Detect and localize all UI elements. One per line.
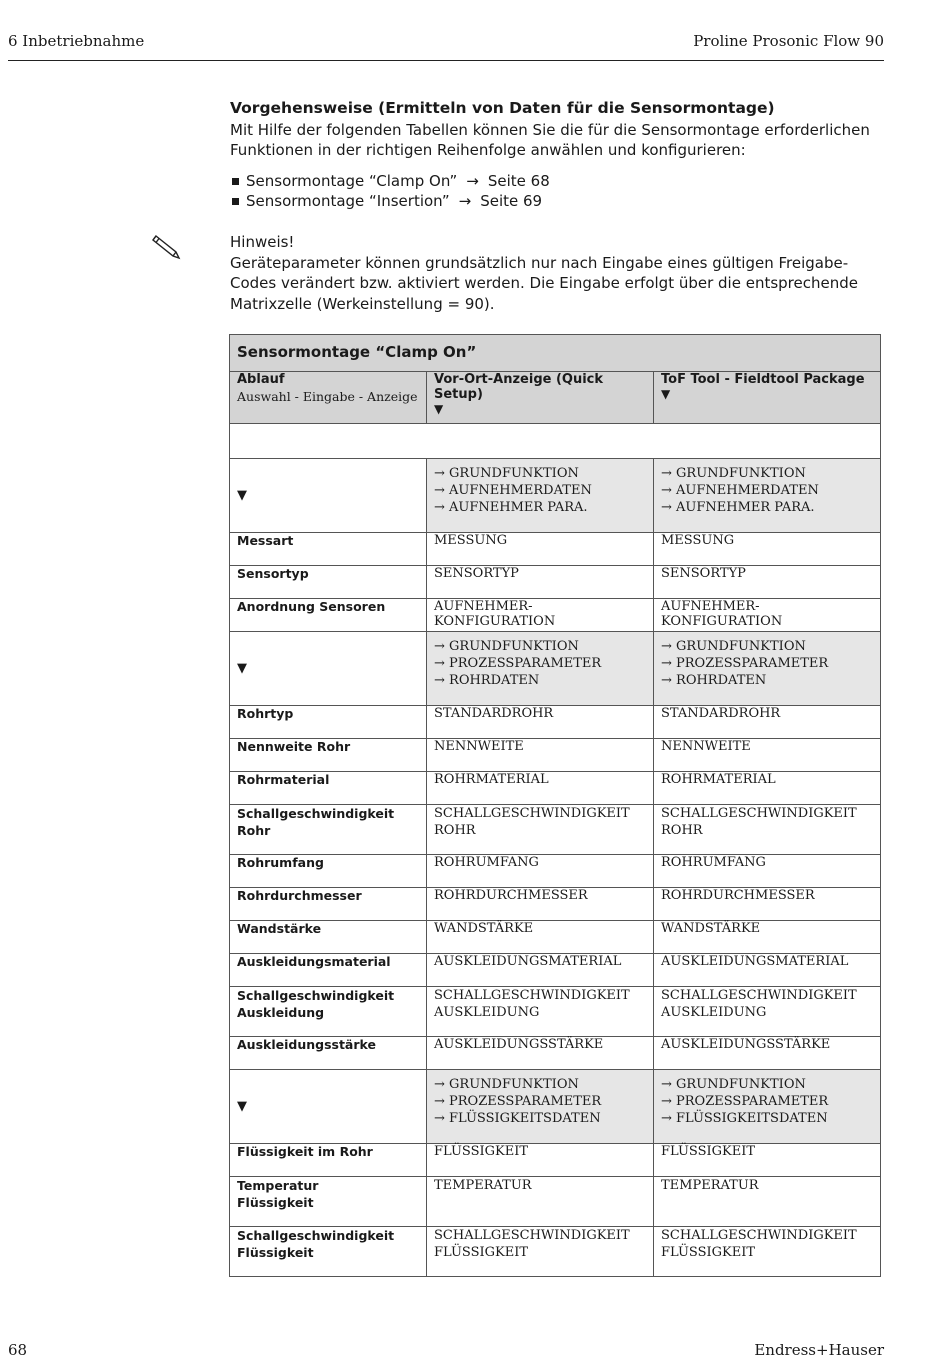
tof-tool-function-text: AUSKLEIDUNGSSTÄRKE — [661, 1037, 831, 1052]
header-title: Ablauf — [237, 372, 285, 387]
parameter-label — [230, 533, 427, 566]
parameter-label-text: Auskleidungsmaterial — [237, 954, 391, 969]
table-row — [230, 1227, 881, 1277]
quick-setup-function — [427, 706, 654, 739]
tof-tool-function — [654, 1177, 881, 1227]
parameter-label — [230, 566, 427, 599]
tof-tool-function-text: TEMPERATUR — [661, 1178, 759, 1193]
nav-path-cell-tof — [654, 632, 881, 706]
table-row — [230, 533, 881, 566]
triangle-down-icon: ▼ — [237, 1099, 247, 1114]
brand-name: Endress+Hauser — [754, 1341, 884, 1359]
table-row — [230, 1177, 881, 1227]
parameter-label — [230, 1227, 427, 1277]
quick-setup-function-text: WANDSTÄRKE — [434, 921, 534, 936]
table-row — [230, 772, 881, 805]
triangle-down-icon: ▼ — [237, 661, 247, 676]
parameter-label-text: Temperatur Flüssigkeit — [237, 1178, 319, 1210]
table-row — [230, 921, 881, 954]
tof-tool-function-text: SCHALLGESCHWINDIGKEIT FLÜSSIGKEIT — [661, 1228, 857, 1260]
quick-setup-function-text: SCHALLGESCHWINDIGKEIT ROHR — [434, 806, 630, 838]
header-rule — [8, 60, 884, 61]
tof-tool-function-text: FLÜSSIGKEIT — [661, 1144, 756, 1159]
arrow-right-icon: → — [458, 192, 472, 210]
table-body — [230, 335, 881, 1277]
table-row — [230, 599, 881, 632]
quick-setup-function — [427, 805, 654, 855]
tof-tool-function-text: ROHRMATERIAL — [661, 772, 776, 787]
nav-path-step: → GRUNDFUNKTION — [434, 1077, 579, 1092]
quick-setup-function-text: STANDARDROHR — [434, 706, 554, 721]
tof-tool-function-text: ROHRDURCHMESSER — [661, 888, 815, 903]
pencil-icon — [150, 232, 186, 260]
bullet-clamp-on — [230, 171, 550, 191]
quick-setup-function-text: SENSORTYP — [434, 566, 519, 581]
navigation-row — [230, 632, 881, 706]
nav-path-step: → GRUNDFUNKTION — [434, 639, 579, 654]
tof-tool-function-text: SENSORTYP — [661, 566, 746, 581]
tof-tool-function — [654, 954, 881, 987]
nav-path-step: → AUFNEHMERDATEN — [434, 483, 592, 498]
tof-tool-function-text: SCHALLGESCHWINDIGKEIT ROHR — [661, 806, 857, 838]
bullet-icon — [232, 198, 239, 205]
tof-tool-function — [654, 1144, 881, 1177]
nav-path-cell-tof — [654, 459, 881, 533]
quick-setup-function — [427, 1227, 654, 1277]
tof-tool-function-text: ROHRUMFANG — [661, 855, 766, 870]
parameter-label — [230, 772, 427, 805]
table-title-row — [230, 335, 881, 372]
nav-path-cell-quick — [427, 632, 654, 706]
tof-tool-function — [654, 599, 881, 632]
table-spacer-row — [230, 424, 881, 459]
tof-tool-function — [654, 706, 881, 739]
quick-setup-function — [427, 1144, 654, 1177]
table-row — [230, 954, 881, 987]
quick-setup-function-text: AUFNEHMER-KONFIGURATION — [434, 599, 556, 629]
tof-tool-function-text: STANDARDROHR — [661, 706, 781, 721]
table-row — [230, 805, 881, 855]
parameter-label — [230, 739, 427, 772]
parameter-label — [230, 706, 427, 739]
quick-setup-function — [427, 888, 654, 921]
header-col-sequence — [230, 372, 427, 424]
parameter-label — [230, 921, 427, 954]
parameter-label — [230, 1177, 427, 1227]
table-row — [230, 1037, 881, 1070]
bullet-text: Sensormontage “Insertion” — [246, 192, 450, 210]
navigation-row — [230, 459, 881, 533]
tof-tool-function-text: AUFNEHMER-KONFIGURATION — [661, 599, 783, 629]
tof-tool-function — [654, 772, 881, 805]
quick-setup-function-text: ROHRDURCHMESSER — [434, 888, 588, 903]
nav-path-step: → AUFNEHMER PARA. — [661, 500, 815, 515]
table-row — [230, 987, 881, 1037]
bullet-text: Sensormontage “Clamp On” — [246, 172, 458, 190]
quick-setup-function — [427, 533, 654, 566]
quick-setup-function-text: MESSUNG — [434, 533, 508, 548]
parameter-label-text: Wandstärke — [237, 921, 322, 936]
parameter-label — [230, 954, 427, 987]
nav-path-step: → FLÜSSIGKEITSDATEN — [661, 1111, 828, 1126]
nav-path-step: → AUFNEHMERDATEN — [661, 483, 819, 498]
header-subtitle: Auswahl - Eingabe - Anzeige — [237, 389, 418, 404]
tof-tool-function — [654, 805, 881, 855]
nav-path-step: → PROZESSPARAMETER — [661, 656, 829, 671]
parameter-label-text: Messart — [237, 533, 294, 548]
nav-path-step: → GRUNDFUNKTION — [661, 466, 806, 481]
page-number: 68 — [8, 1341, 28, 1359]
tof-tool-function — [654, 533, 881, 566]
triangle-down-icon: ▼ — [661, 387, 671, 401]
table-row — [230, 888, 881, 921]
nav-path-cell-quick — [427, 1070, 654, 1144]
note-title: Hinweis! — [230, 233, 295, 251]
quick-setup-function-text: AUSKLEIDUNGSMATERIAL — [434, 954, 622, 969]
tof-tool-function — [654, 987, 881, 1037]
tof-tool-function — [654, 855, 881, 888]
parameter-label-text: Flüssigkeit im Rohr — [237, 1144, 373, 1159]
header-title: ToF Tool - Fieldtool Package — [661, 372, 865, 387]
quick-setup-function-text: SCHALLGESCHWINDIGKEIT AUSKLEIDUNG — [434, 988, 630, 1020]
note-text: Geräteparameter können grundsätzlich nur nach Eingabe eines gültigen Freigabe-Codes verändert bzw. aktiviert werden. Die Eingabe erfolgt über die entsprechende Matrixzelle (Werkeinstellung = 90). — [230, 253, 858, 313]
tof-tool-function-text: AUSKLEIDUNGSMATERIAL — [661, 954, 849, 969]
sensor-mounting-table — [229, 334, 881, 1277]
nav-path-step: → GRUNDFUNKTION — [661, 639, 806, 654]
tof-tool-function — [654, 888, 881, 921]
navigation-row — [230, 1070, 881, 1144]
nav-path-step: → PROZESSPARAMETER — [434, 656, 602, 671]
header-col-quick-setup — [427, 372, 654, 424]
parameter-label — [230, 805, 427, 855]
nav-marker-cell — [230, 459, 427, 533]
table-title: Sensormontage “Clamp On” — [237, 343, 477, 361]
table-row — [230, 566, 881, 599]
arrow-right-icon: → — [466, 172, 479, 190]
table-row — [230, 706, 881, 739]
note-block — [230, 232, 870, 314]
section-title: Vorgehensweise (Ermitteln von Daten für die Sensormontage) — [230, 99, 775, 117]
quick-setup-function — [427, 855, 654, 888]
tof-tool-function — [654, 566, 881, 599]
quick-setup-function — [427, 987, 654, 1037]
section-intro: Mit Hilfe der folgenden Tabellen können Sie die für die Sensormontage erforderlichen Funktionen in der richtigen Reihenfolge anwählen und konfigurieren: — [230, 121, 870, 159]
parameter-label — [230, 855, 427, 888]
nav-path-step: → GRUNDFUNKTION — [434, 466, 579, 481]
header-title: Vor-Ort-Anzeige (Quick Setup) — [434, 372, 604, 402]
quick-setup-function — [427, 772, 654, 805]
quick-setup-function-text: NENNWEITE — [434, 739, 524, 754]
nav-path-step: → AUFNEHMER PARA. — [434, 500, 588, 515]
parameter-label-text: Auskleidungsstärke — [237, 1037, 376, 1052]
chapter-heading: 6 Inbetriebnahme — [8, 32, 145, 50]
nav-path-step: → ROHRDATEN — [661, 673, 767, 688]
quick-setup-function-text: SCHALLGESCHWINDIGKEIT FLÜSSIGKEIT — [434, 1228, 630, 1260]
tof-tool-function-text: MESSUNG — [661, 533, 735, 548]
bullet-insertion — [230, 191, 550, 211]
quick-setup-function — [427, 954, 654, 987]
tof-tool-function-text: SCHALLGESCHWINDIGKEIT AUSKLEIDUNG — [661, 988, 857, 1020]
quick-setup-function — [427, 1177, 654, 1227]
quick-setup-function-text: ROHRUMFANG — [434, 855, 539, 870]
nav-path-step: → PROZESSPARAMETER — [434, 1094, 602, 1109]
quick-setup-function-text: FLÜSSIGKEIT — [434, 1144, 529, 1159]
page-reference-link[interactable]: Seite 69 — [480, 192, 543, 210]
parameter-label-text: Rohrtyp — [237, 706, 294, 721]
quick-setup-function — [427, 1037, 654, 1070]
header-col-tof-tool — [654, 372, 881, 424]
nav-marker-cell — [230, 1070, 427, 1144]
nav-path-step: → PROZESSPARAMETER — [661, 1094, 829, 1109]
quick-setup-function — [427, 599, 654, 632]
quick-setup-function — [427, 739, 654, 772]
tof-tool-function — [654, 1227, 881, 1277]
tof-tool-function — [654, 921, 881, 954]
parameter-label-text: Rohrdurchmesser — [237, 888, 362, 903]
parameter-label-text: Schallgeschwindigkeit Flüssigkeit — [237, 1228, 395, 1260]
parameter-label-text: Sensortyp — [237, 566, 309, 581]
parameter-label-text: Rohrumfang — [237, 855, 324, 870]
quick-setup-function-text: ROHRMATERIAL — [434, 772, 549, 787]
parameter-label-text: Nennweite Rohr — [237, 739, 351, 754]
bullet-icon — [232, 178, 239, 185]
spacer-cell — [230, 424, 881, 459]
parameter-label — [230, 987, 427, 1037]
tof-tool-function-text: WANDSTÄRKE — [661, 921, 761, 936]
parameter-label-text: Schallgeschwindigkeit Auskleidung — [237, 988, 395, 1020]
page-reference-link[interactable]: Seite 68 — [487, 172, 550, 190]
quick-setup-function-text: TEMPERATUR — [434, 1178, 532, 1193]
quick-setup-function — [427, 921, 654, 954]
nav-path-step: → ROHRDATEN — [434, 673, 540, 688]
nav-marker-cell — [230, 632, 427, 706]
quick-setup-function — [427, 566, 654, 599]
quick-setup-function-text: AUSKLEIDUNGSSTÄRKE — [434, 1037, 604, 1052]
parameter-label-text: Anordnung Sensoren — [237, 599, 386, 614]
parameter-label-text: Rohrmaterial — [237, 772, 330, 787]
tof-tool-function-text: NENNWEITE — [661, 739, 751, 754]
parameter-label — [230, 1144, 427, 1177]
tof-tool-function — [654, 739, 881, 772]
bullet-list — [230, 171, 550, 211]
table-row — [230, 1144, 881, 1177]
parameter-label — [230, 599, 427, 632]
parameter-label-text: Schallgeschwindigkeit Rohr — [237, 806, 395, 838]
nav-path-step: → GRUNDFUNKTION — [661, 1077, 806, 1092]
table-header-row — [230, 372, 881, 424]
table-row — [230, 739, 881, 772]
triangle-down-icon: ▼ — [237, 488, 247, 503]
tof-tool-function — [654, 1037, 881, 1070]
nav-path-cell-quick — [427, 459, 654, 533]
parameter-label — [230, 888, 427, 921]
product-name: Proline Prosonic Flow 90 — [693, 32, 884, 50]
nav-path-step: → FLÜSSIGKEITSDATEN — [434, 1111, 601, 1126]
parameter-label — [230, 1037, 427, 1070]
triangle-down-icon: ▼ — [434, 402, 444, 416]
table-title-cell — [230, 335, 881, 372]
table-row — [230, 855, 881, 888]
nav-path-cell-tof — [654, 1070, 881, 1144]
